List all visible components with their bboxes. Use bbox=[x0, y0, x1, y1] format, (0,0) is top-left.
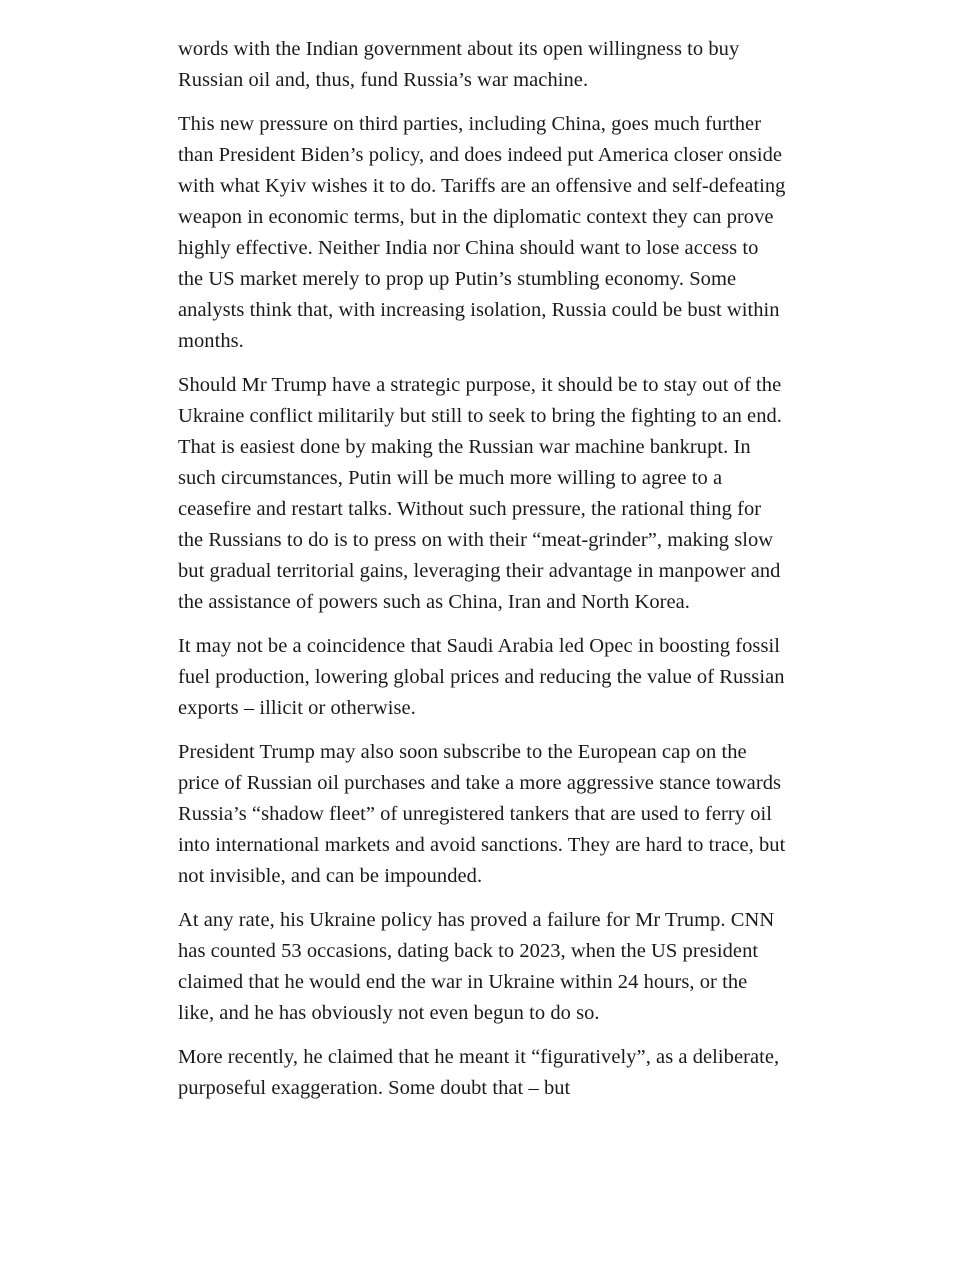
article-paragraph: More recently, he claimed that he meant it “figuratively”, as a deliberate, purposeful exaggeration. Some doubt that – but bbox=[178, 1046, 780, 1099]
article-body bbox=[178, 34, 788, 1117]
article-paragraph: Should Mr Trump have a strategic purpose, it should be to stay out of the Ukraine conflict militarily but still to seek to bring the fighting to an end. That is easiest done by making the Russian war machine bankrupt. In such circumstances, Putin will be much more willing to agree to a ceasefire and restart talks. Without such pressure, the rational thing for the Russians to do is to press on with their “meat-grinder”, making slow but gradual territorial gains, leveraging their advantage in manpower and the assistance of powers such as China, Iran and North Korea. bbox=[178, 374, 782, 613]
article-paragraph: words with the Indian government about its open willingness to buy Russian oil and, thus, fund Russia’s war machine. bbox=[178, 38, 740, 91]
article-paragraph: This new pressure on third parties, including China, goes much further than President Biden’s policy, and does indeed put America closer onside with what Kyiv wishes it to do. Tariffs are an offensive and self-defeating weapon in economic terms, but in the diplomatic context they can prove highly effective. Neither India nor China should want to lose access to the US market merely to prop up Putin’s stumbling economy. Some analysts think that, with increasing isolation, Russia could be bust within months. bbox=[178, 113, 786, 352]
article-paragraph: It may not be a coincidence that Saudi Arabia led Opec in boosting fossil fuel production, lowering global prices and reducing the value of Russian exports – illicit or otherwise. bbox=[178, 635, 785, 719]
article-paragraph: President Trump may also soon subscribe to the European cap on the price of Russian oil purchases and take a more aggressive stance towards Russia’s “shadow fleet” of unregistered tankers that are used to ferry oil into international markets and avoid sanctions. They are hard to trace, but not invisible, and can be impounded. bbox=[178, 741, 786, 887]
article-paragraph: At any rate, his Ukraine policy has proved a failure for Mr Trump. CNN has counted 53 occasions, dating back to 2023, when the US president claimed that he would end the war in Ukraine within 24 hours, or the like, and he has obviously not even begun to do so. bbox=[178, 909, 775, 1024]
